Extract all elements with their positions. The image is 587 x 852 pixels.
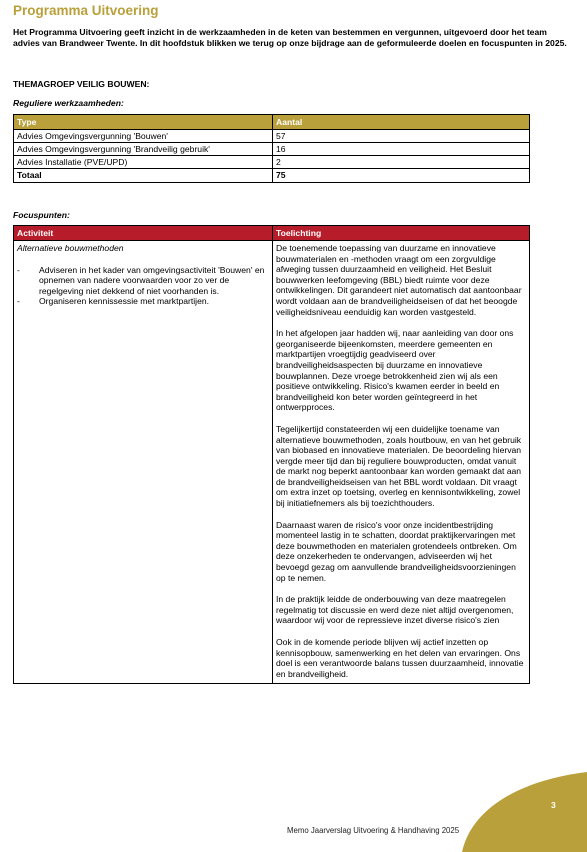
column-header-activity: Activiteit: [14, 226, 273, 241]
list-item: [17, 265, 269, 297]
bullet-dash: -: [17, 296, 20, 307]
regular-work-table: [13, 114, 530, 183]
total-label: Totaal: [14, 169, 273, 183]
list-item-text: Adviseren in het kader van omgevingsactiviteit 'Bouwen' en opnemen van nadere voorwaarden voor zo ver de regelgeving niet dekkend of niet voorhanden is.: [39, 264, 265, 296]
focus-points-caption: Focuspunten:: [13, 210, 70, 220]
activity-title: Alternatieve bouwmethoden: [17, 243, 124, 253]
column-header-explanation: Toelichting: [273, 226, 530, 241]
page-footer: Memo Jaarverslag Uitvoering & Handhaving 2025: [287, 826, 460, 835]
theme-group-heading: THEMAGROEP VEILIG BOUWEN:: [13, 79, 150, 89]
page-title: Programma Uitvoering: [13, 3, 159, 18]
cell-type: Advies Installatie (PVE/UPD): [14, 156, 273, 169]
bullet-dash: -: [17, 264, 20, 275]
list-item-text: Organiseren kennissessie met marktpartijen.: [39, 296, 210, 307]
page-number: 3: [551, 800, 556, 810]
regular-work-caption: Reguliere werkzaamheden:: [13, 98, 124, 108]
table-header-row: [14, 115, 530, 130]
list-item: [17, 296, 269, 307]
intro-text: Het Programma Uitvoering geeft inzicht in de werkzaamheden in de keten van bestemmen en vergunnen, uitgevoerd door het team advies van Brandweer Twente. In dit hoofdstuk blikken we terug op onze bijdrage aan de geformuleerde doelen en focuspunten in 2025.: [13, 27, 567, 49]
cell-type: Advies Omgevingsvergunning 'Brandveilig gebruik': [14, 143, 273, 156]
explanation-paragraph: Daarnaast waren de risico's voor onze incidentbestrijding momenteel lastig in te schatten, doordat praktijkervaringen met deze bouwmethoden en materialen grotendeels ontbreken. Om deze onzekerheden te ondervangen, adviseerden wij het bevoegd gezag om aanvullende brandveiligheidsvoorzieningen op te nemen.: [276, 519, 517, 583]
focus-points-table: [13, 225, 530, 684]
explanation-cell: [273, 241, 530, 684]
table-row: [14, 143, 530, 156]
table-header-row: [14, 226, 530, 241]
explanation-paragraph: Ook in de komende periode blijven wij actief inzetten op kennisopbouw, samenwerking en het delen van ervaringen. Ons doel is een verantwoorde balans tussen duurzaamheid, innovatie en brandveiligheid.: [276, 637, 524, 679]
total-row: [14, 169, 530, 183]
explanation-paragraph: De toenemende toepassing van duurzame en innovatieve bouwmaterialen en -methoden vraagt om een zorgvuldige afweging tussen duurzaamheid en veiligheid. Het Besluit bouwwerken leefomgeving (BBL) biedt ruimte voor deze ontwikkelingen. Dit garandeert niet automatisch dat aantoonbaar wordt voldaan aan de brandveiligheidseisen of dat het beoogde veiligheidsniveau eenduidig kan worden vastgesteld.: [276, 243, 522, 317]
total-value: 75: [273, 169, 530, 183]
table-row: [14, 130, 530, 143]
cell-count: 57: [273, 130, 530, 143]
cell-count: 2: [273, 156, 530, 169]
cell-type: Advies Omgevingsvergunning 'Bouwen': [14, 130, 273, 143]
column-header-type: Type: [14, 115, 273, 130]
table-row: [14, 241, 530, 684]
cell-count: 16: [273, 143, 530, 156]
table-row: [14, 156, 530, 169]
explanation-paragraph: In het afgelopen jaar hadden wij, naar aanleiding van door ons georganiseerde bijeenkomsten, meerdere gemeenten en marktpartijen vroegtijdig geadviseerd over brandveiligheidsaspecten bij duurzame en innovatieve bouwplannen. Deze vroege betrokkenheid zien wij als een positieve ontwikkeling. Risico's kwamen eerder in beeld en brandveiligheid kon beter worden geïntegreerd in het ontwerpproces.: [276, 328, 514, 413]
corner-decoration: [462, 772, 587, 852]
explanation-paragraph: Tegelijkertijd constateerden wij een duidelijke toename van alternatieve bouwmethoden, zoals houtbouw, en van het gebruik van biobased en innovatieve materialen. De beoordeling hiervan vergde meer tijd dan bij reguliere bouwproducten, omdat vanuit de markt nog beperkt aantoonbaar kan worden gemaakt dat aan de brandveiligheidseisen van het BBL wordt voldaan. Dit vraagt om extra inzet op toetsing, overleg en kennisontwikkeling, zowel bij initiatiefnemers als bij toezichthouders.: [276, 423, 522, 509]
column-header-count: Aantal: [273, 115, 530, 130]
explanation-paragraph: In de praktijk leidde de onderbouwing van deze maatregelen regelmatig tot discussie en werd deze niet altijd overgenomen, waardoor wij voor de repressieve inzet diverse risico's zien: [276, 594, 514, 626]
activity-cell: [14, 241, 273, 684]
